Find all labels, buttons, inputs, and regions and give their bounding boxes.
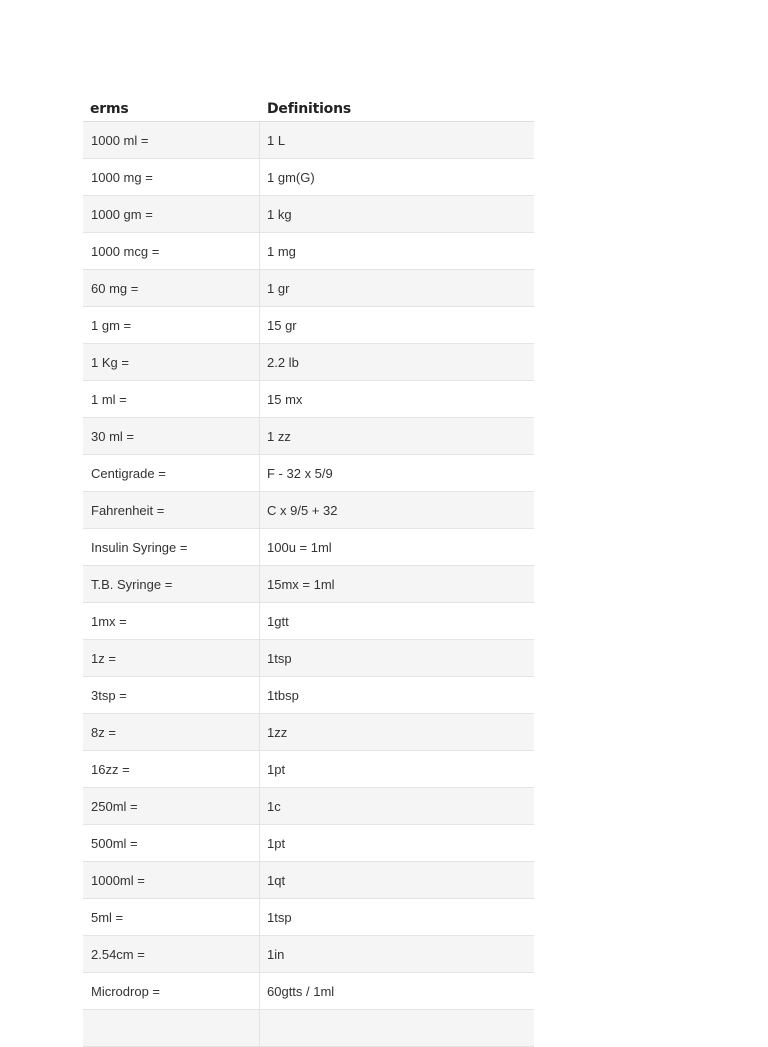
table-row [83, 566, 534, 603]
definition-cell: 1 gm(G) [267, 169, 315, 185]
definition-cell: 1 kg [267, 206, 292, 222]
term-cell: 1000 mcg = [83, 233, 260, 269]
table-row [83, 751, 534, 788]
term-cell: 1z = [83, 640, 260, 676]
table-row [83, 122, 534, 159]
definition-cell: 1c [267, 798, 281, 814]
definition-cell [260, 1010, 534, 1046]
header-definitions: Definitions [267, 101, 351, 117]
definition-cell: 60gtts / 1ml [267, 983, 335, 999]
table-row [83, 196, 534, 233]
table-row [83, 529, 534, 566]
table-row [83, 603, 534, 640]
term-cell: 8z = [83, 714, 260, 750]
term-cell: Microdrop = [83, 973, 260, 1009]
table-row [83, 381, 534, 418]
conversion-table [83, 96, 534, 1047]
table-row [83, 455, 534, 492]
table-row [83, 1010, 534, 1047]
term-cell: 500ml = [83, 825, 260, 861]
table-row [83, 159, 534, 196]
table-row [83, 344, 534, 381]
term-cell: Centigrade = [83, 455, 260, 491]
table-row [83, 862, 534, 899]
term-cell: 1000 mg = [83, 159, 260, 195]
definition-cell: 1zz [267, 724, 288, 740]
definition-cell: 1tbsp [267, 687, 299, 703]
term-cell: 30 ml = [83, 418, 260, 454]
table-body [83, 122, 534, 1047]
term-cell: 16zz = [83, 751, 260, 787]
definition-cell: 1pt [267, 761, 286, 777]
term-cell: 1 gm = [83, 307, 260, 343]
term-cell: 1mx = [83, 603, 260, 639]
table-row [83, 825, 534, 862]
term-cell: 1000 gm = [83, 196, 260, 232]
definition-cell: C x 9/5 + 32 [267, 502, 338, 518]
term-cell: 1 ml = [83, 381, 260, 417]
definition-cell: 1tsp [267, 650, 292, 666]
term-cell [83, 1010, 260, 1046]
table-row [83, 640, 534, 677]
table-header-row [83, 96, 534, 122]
term-cell: 1000ml = [83, 862, 260, 898]
definition-cell: 1 L [267, 132, 286, 148]
table-row [83, 418, 534, 455]
table-row [83, 492, 534, 529]
definition-cell: 15 mx [267, 391, 303, 407]
table-row [83, 307, 534, 344]
term-cell: 3tsp = [83, 677, 260, 713]
table-row [83, 973, 534, 1010]
term-cell: Insulin Syringe = [83, 529, 260, 565]
definition-cell: 1 mg [267, 243, 296, 259]
definition-cell: 1 gr [267, 280, 290, 296]
definition-cell: F - 32 x 5/9 [267, 465, 333, 481]
definition-cell: 100u = 1ml [267, 539, 332, 555]
term-cell: 250ml = [83, 788, 260, 824]
term-cell: Fahrenheit = [83, 492, 260, 528]
term-cell: T.B. Syringe = [83, 566, 260, 602]
term-cell: 1000 ml = [83, 122, 260, 158]
definition-cell: 1gtt [267, 613, 289, 629]
term-cell: 1 Kg = [83, 344, 260, 380]
table-row [83, 936, 534, 973]
table-row [83, 714, 534, 751]
term-cell: 5ml = [83, 899, 260, 935]
definition-cell: 15mx = 1ml [267, 576, 335, 592]
term-cell: 60 mg = [83, 270, 260, 306]
term-cell: 2.54cm = [83, 936, 260, 972]
definition-cell: 1pt [267, 835, 286, 851]
definition-cell: 1in [267, 946, 285, 962]
table-row [83, 788, 534, 825]
table-row [83, 270, 534, 307]
definition-cell: 1 zz [267, 428, 291, 444]
definition-cell: 15 gr [267, 317, 297, 333]
definition-cell: 2.2 lb [267, 354, 299, 370]
header-terms: erms [90, 101, 129, 117]
table-row [83, 233, 534, 270]
definition-cell: 1qt [267, 872, 286, 888]
table-row [83, 677, 534, 714]
table-row [83, 899, 534, 936]
definition-cell: 1tsp [267, 909, 292, 925]
